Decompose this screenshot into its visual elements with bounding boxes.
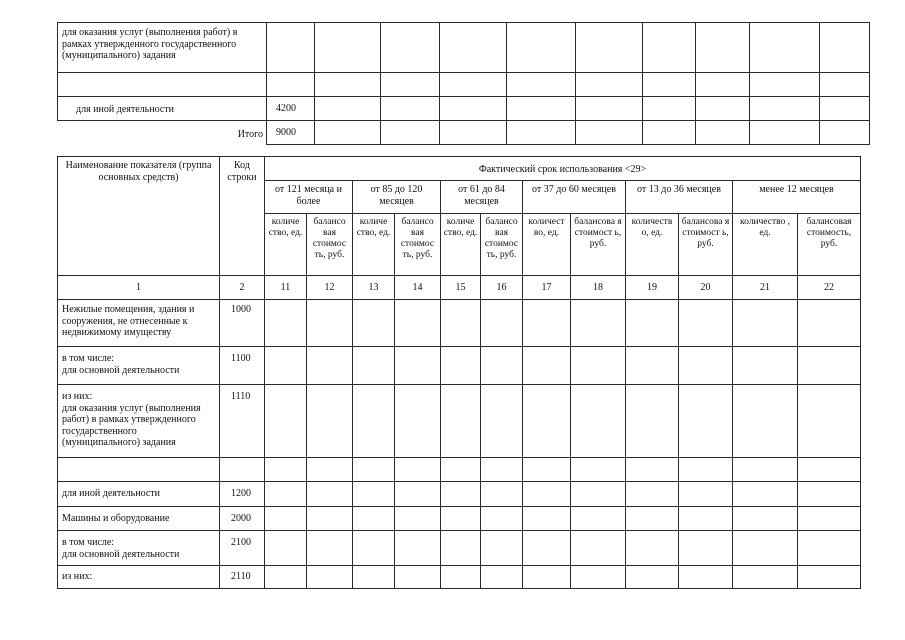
value-cell xyxy=(523,507,571,531)
value-cell xyxy=(315,23,381,73)
value-cell xyxy=(733,300,798,347)
header-subcol: количе ство, ед. xyxy=(265,214,307,276)
value-cell xyxy=(523,482,571,507)
value-cell xyxy=(696,23,750,73)
value-cell xyxy=(523,385,571,458)
value-cell xyxy=(381,23,440,73)
column-number: 12 xyxy=(307,276,353,300)
value-cell xyxy=(523,458,571,482)
value-cell xyxy=(733,385,798,458)
value-cell xyxy=(440,97,507,121)
value-cell xyxy=(507,73,576,97)
value-cell xyxy=(626,507,679,531)
continuation-table xyxy=(57,22,870,145)
header-period: от 85 до 120 месяцев xyxy=(353,181,441,214)
value-cell xyxy=(353,507,395,531)
value-cell xyxy=(315,121,381,145)
value-cell xyxy=(571,531,626,566)
value-cell xyxy=(265,300,307,347)
value-cell xyxy=(481,347,523,385)
value-cell xyxy=(307,347,353,385)
value-cell xyxy=(353,531,395,566)
header-subcol: балансо вая стоимос ть, руб. xyxy=(481,214,523,276)
value-cell xyxy=(481,458,523,482)
value-cell xyxy=(440,121,507,145)
column-number: 11 xyxy=(265,276,307,300)
header-period: от 121 месяца и более xyxy=(265,181,353,214)
column-number: 18 xyxy=(571,276,626,300)
table-row xyxy=(58,531,861,566)
value-cell xyxy=(696,97,750,121)
value-cell xyxy=(820,23,870,73)
value-cell xyxy=(643,121,696,145)
value-cell xyxy=(679,385,733,458)
value-cell xyxy=(315,73,381,97)
value-cell xyxy=(523,300,571,347)
value-cell xyxy=(440,23,507,73)
value-cell xyxy=(626,531,679,566)
row-code xyxy=(267,23,315,73)
table-row-total xyxy=(58,121,870,145)
value-cell xyxy=(395,566,441,589)
column-number: 2 xyxy=(220,276,265,300)
header-subcol: балансовая стоимость, руб. xyxy=(798,214,861,276)
value-cell xyxy=(733,507,798,531)
value-cell xyxy=(798,482,861,507)
table-row xyxy=(58,566,861,589)
column-number: 16 xyxy=(481,276,523,300)
value-cell xyxy=(481,531,523,566)
value-cell xyxy=(798,507,861,531)
table-row xyxy=(58,23,870,73)
value-cell xyxy=(265,507,307,531)
value-cell xyxy=(679,347,733,385)
value-cell xyxy=(507,23,576,73)
value-cell xyxy=(395,482,441,507)
column-number: 19 xyxy=(626,276,679,300)
column-number: 13 xyxy=(353,276,395,300)
header-subcol: балансо вая стоимос ть, руб. xyxy=(395,214,441,276)
value-cell xyxy=(576,23,643,73)
value-cell xyxy=(679,458,733,482)
value-cell xyxy=(798,347,861,385)
value-cell xyxy=(571,566,626,589)
row-label: в том числе: для основной деятельности xyxy=(58,347,220,385)
value-cell xyxy=(626,385,679,458)
row-code: 2110 xyxy=(220,566,265,589)
value-cell xyxy=(481,566,523,589)
value-cell xyxy=(395,531,441,566)
value-cell xyxy=(679,507,733,531)
value-cell xyxy=(381,121,440,145)
value-cell xyxy=(265,566,307,589)
value-cell xyxy=(481,507,523,531)
value-cell xyxy=(353,566,395,589)
row-label: для оказания услуг (выполнения работ) в рамках утвержденного государственного (муниципального) задания xyxy=(58,23,267,73)
column-number: 21 xyxy=(733,276,798,300)
total-label: Итого xyxy=(237,129,263,140)
header-subcol: количе ство, ед. xyxy=(353,214,395,276)
table-row xyxy=(58,507,861,531)
value-cell xyxy=(696,121,750,145)
table-row xyxy=(58,347,861,385)
row-label xyxy=(58,73,267,97)
value-cell xyxy=(481,385,523,458)
value-cell xyxy=(381,97,440,121)
value-cell xyxy=(353,347,395,385)
table-row xyxy=(58,73,870,97)
value-cell xyxy=(576,121,643,145)
value-cell xyxy=(265,385,307,458)
value-cell xyxy=(643,73,696,97)
value-cell xyxy=(571,482,626,507)
value-cell xyxy=(733,531,798,566)
row-label: для иной деятельности xyxy=(58,97,267,121)
column-number: 15 xyxy=(441,276,481,300)
value-cell xyxy=(643,23,696,73)
row-label: из них: xyxy=(58,566,220,589)
value-cell xyxy=(307,385,353,458)
header-subcol: количеств о, ед. xyxy=(626,214,679,276)
value-cell xyxy=(571,458,626,482)
value-cell xyxy=(820,73,870,97)
value-cell xyxy=(381,73,440,97)
value-cell xyxy=(626,458,679,482)
table-row xyxy=(58,482,861,507)
table-row xyxy=(58,385,861,458)
row-label: Нежилые помещения, здания и сооружения, не отнесенные к недвижимому имуществу xyxy=(58,300,220,347)
value-cell xyxy=(441,458,481,482)
value-cell xyxy=(265,347,307,385)
column-number: 22 xyxy=(798,276,861,300)
value-cell xyxy=(395,507,441,531)
header-period: от 37 до 60 месяцев xyxy=(523,181,626,214)
value-cell xyxy=(315,97,381,121)
value-cell xyxy=(820,97,870,121)
value-cell xyxy=(441,300,481,347)
header-row xyxy=(58,157,861,181)
value-cell xyxy=(507,121,576,145)
value-cell xyxy=(733,566,798,589)
value-cell xyxy=(571,385,626,458)
value-cell xyxy=(679,566,733,589)
header-subcol: количест во, ед. xyxy=(523,214,571,276)
value-cell xyxy=(798,531,861,566)
value-cell xyxy=(307,300,353,347)
value-cell xyxy=(441,566,481,589)
value-cell xyxy=(265,531,307,566)
header-subcol: количе ство, ед. xyxy=(441,214,481,276)
column-numbers-row xyxy=(58,276,861,300)
header-period: от 13 до 36 месяцев xyxy=(626,181,733,214)
row-code: 1000 xyxy=(220,300,265,347)
column-number: 20 xyxy=(679,276,733,300)
header-name: Наименование показателя (группа основных средств) xyxy=(58,157,220,276)
value-cell xyxy=(523,531,571,566)
value-cell xyxy=(750,121,820,145)
header-subcol: количество , ед. xyxy=(733,214,798,276)
value-cell xyxy=(571,347,626,385)
value-cell xyxy=(523,347,571,385)
row-label: Машины и оборудование xyxy=(58,507,220,531)
value-cell xyxy=(481,482,523,507)
header-code: Код строки xyxy=(220,157,265,276)
value-cell xyxy=(395,385,441,458)
value-cell xyxy=(626,482,679,507)
header-period: от 61 до 84 месяцев xyxy=(441,181,523,214)
header-subcol: балансова я стоимост ь, руб. xyxy=(679,214,733,276)
row-code: 1200 xyxy=(220,482,265,507)
row-code: 2000 xyxy=(220,507,265,531)
row-code xyxy=(220,458,265,482)
value-cell xyxy=(643,97,696,121)
value-cell xyxy=(750,73,820,97)
row-code: 2100 xyxy=(220,531,265,566)
value-cell xyxy=(626,566,679,589)
value-cell xyxy=(523,566,571,589)
column-number: 17 xyxy=(523,276,571,300)
value-cell xyxy=(679,531,733,566)
column-number: 14 xyxy=(395,276,441,300)
value-cell xyxy=(441,347,481,385)
row-code: 9000 xyxy=(267,121,315,145)
value-cell xyxy=(307,531,353,566)
value-cell xyxy=(626,300,679,347)
value-cell xyxy=(353,482,395,507)
row-label: из них: для оказания услуг (выполнения работ) в рамках утвержденного государственного (муниципального) задания xyxy=(58,385,220,458)
value-cell xyxy=(733,347,798,385)
row-label: для иной деятельности xyxy=(58,482,220,507)
value-cell xyxy=(798,566,861,589)
row-label: в том числе: для основной деятельности xyxy=(58,531,220,566)
value-cell xyxy=(576,97,643,121)
value-cell xyxy=(750,97,820,121)
value-cell xyxy=(265,458,307,482)
value-cell xyxy=(733,482,798,507)
header-subcol: балансова я стоимост ь, руб. xyxy=(571,214,626,276)
value-cell xyxy=(798,458,861,482)
header-group: Фактический срок использования <29> xyxy=(265,157,861,181)
value-cell xyxy=(353,458,395,482)
table-row xyxy=(58,300,861,347)
header-subcol: балансо вая стоимос ть, руб. xyxy=(307,214,353,276)
value-cell xyxy=(440,73,507,97)
value-cell xyxy=(679,300,733,347)
value-cell xyxy=(571,507,626,531)
value-cell xyxy=(679,482,733,507)
column-number: 1 xyxy=(58,276,220,300)
usage-period-table xyxy=(57,156,861,589)
value-cell xyxy=(571,300,626,347)
row-label xyxy=(58,458,220,482)
value-cell xyxy=(307,482,353,507)
table-row xyxy=(58,458,861,482)
value-cell xyxy=(481,300,523,347)
value-cell xyxy=(395,458,441,482)
value-cell xyxy=(395,347,441,385)
row-code: 1110 xyxy=(220,385,265,458)
value-cell xyxy=(798,300,861,347)
value-cell xyxy=(307,507,353,531)
value-cell xyxy=(441,385,481,458)
value-cell xyxy=(750,23,820,73)
value-cell xyxy=(576,73,643,97)
value-cell xyxy=(395,300,441,347)
value-cell xyxy=(441,482,481,507)
value-cell xyxy=(441,531,481,566)
value-cell xyxy=(507,97,576,121)
row-code: 4200 xyxy=(267,97,315,121)
table-row xyxy=(58,97,870,121)
value-cell xyxy=(353,300,395,347)
value-cell xyxy=(265,482,307,507)
row-code xyxy=(267,73,315,97)
value-cell xyxy=(307,458,353,482)
value-cell xyxy=(696,73,750,97)
row-code: 1100 xyxy=(220,347,265,385)
value-cell xyxy=(441,507,481,531)
value-cell xyxy=(733,458,798,482)
value-cell xyxy=(626,347,679,385)
header-period: менее 12 месяцев xyxy=(733,181,861,214)
value-cell xyxy=(820,121,870,145)
value-cell xyxy=(353,385,395,458)
value-cell xyxy=(307,566,353,589)
value-cell xyxy=(798,385,861,458)
